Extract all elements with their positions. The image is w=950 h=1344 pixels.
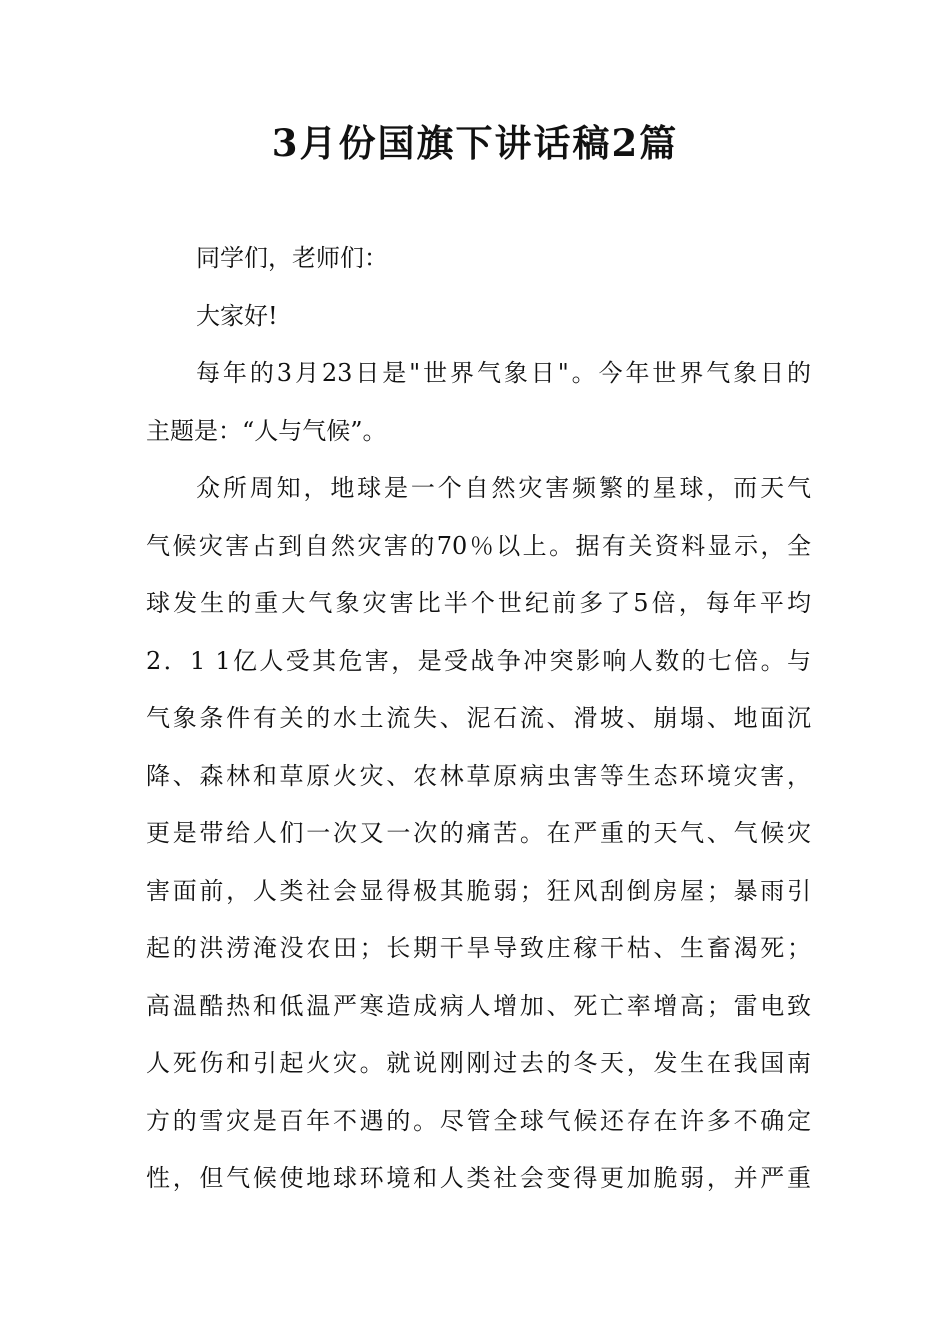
- paragraph-line: 球发生的重大气象灾害比半个世纪前多了5倍，每年平均: [146, 589, 811, 617]
- paragraph-line: 高温酷热和低温严寒造成病人增加、死亡率增高；雷电致: [146, 991, 811, 1020]
- paragraph-line: 众所周知，地球是一个自然灾害频繁的星球，而天气: [196, 474, 811, 502]
- paragraph-line: 人死伤和引起火灾。就说刚刚过去的冬天，发生在我国南: [146, 1049, 811, 1077]
- paragraph-line: 性，但气候使地球环境和人类社会变得更加脆弱，并严重: [146, 1164, 811, 1192]
- greeting-line: 大家好!: [196, 301, 278, 330]
- document-body: [146, 230, 811, 1208]
- paragraph-line: 方的雪灾是百年不遇的。尽管全球气候还存在许多不确定: [146, 1106, 811, 1135]
- paragraph-line: 气象条件有关的水土流失、泥石流、滑坡、崩塌、地面沉: [146, 704, 811, 732]
- paragraph-line: 主题是：“人与气候”。: [146, 416, 387, 445]
- document-title: 3月份国旗下讲话稿2篇: [271, 121, 679, 165]
- paragraph-line: 起的洪涝淹没农田；长期干旱导致庄稼干枯、生畜渴死；: [146, 934, 811, 962]
- paragraph-line: 气候灾害占到自然灾害的70％以上。据有关资料显示，全: [146, 531, 811, 560]
- paragraph-line: 害面前，人类社会显得极其脆弱；狂风刮倒房屋；暴雨引: [146, 876, 811, 905]
- paragraph-line: 2．1 1亿人受其危害，是受战争冲突影响人数的七倍。与: [146, 646, 811, 675]
- salutation-line: 同学们，老师们：: [196, 244, 388, 272]
- paragraph-line: 每年的3月23日是"世界气象日"。今年世界气象日的: [196, 359, 811, 387]
- paragraph-line: 降、森林和草原火灾、农林草原病虫害等生态环境灾害，: [146, 761, 811, 790]
- paragraph-line: 更是带给人们一次又一次的痛苦。在严重的天气、气候灾: [146, 819, 811, 847]
